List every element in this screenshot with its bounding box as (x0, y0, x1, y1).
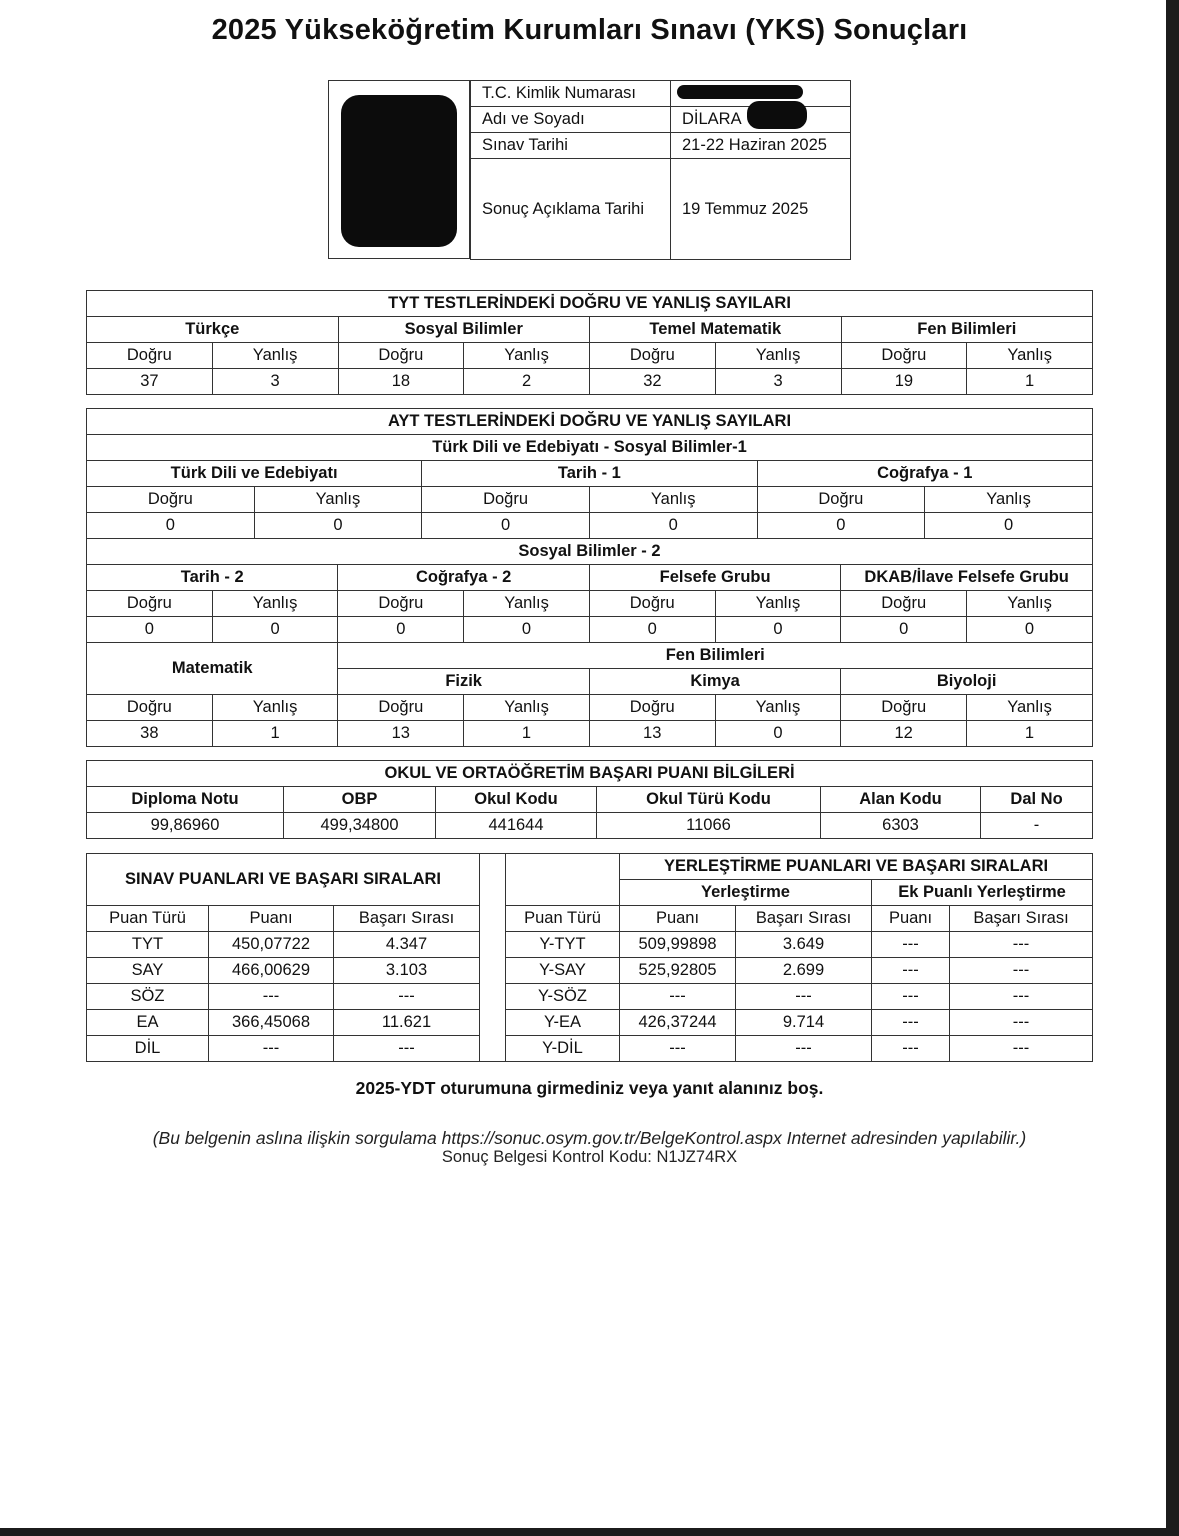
ayt-subject-cografya1: Coğrafya - 1 (757, 461, 1092, 487)
table-cell: TYT (87, 932, 209, 958)
name-value: DİLARA (671, 107, 851, 133)
table-cell: --- (950, 984, 1093, 1010)
table-cell: SÖZ (87, 984, 209, 1010)
ayt-heading: AYT TESTLERİNDEKİ DOĞRU VE YANLIŞ SAYILARI (87, 409, 1093, 435)
table-cell: 1 (967, 369, 1093, 395)
tyt-subject-matematik: Temel Matematik (590, 317, 842, 343)
col-header: Doğru (841, 343, 967, 369)
table-cell: --- (334, 984, 480, 1010)
col-header: Yanlış (589, 487, 757, 513)
scores-table (86, 853, 1093, 1062)
table-cell: DİL (87, 1036, 209, 1062)
col-header: Yanlış (464, 695, 590, 721)
col-header: Yanlış (715, 591, 841, 617)
col-header: Puanı (209, 906, 334, 932)
col-header: Dal No (981, 787, 1093, 813)
ayt-group1-title: Türk Dili ve Edebiyatı - Sosyal Bilimler-1 (87, 435, 1093, 461)
table-cell: --- (334, 1036, 480, 1062)
col-header: Doğru (589, 591, 715, 617)
placement-sub-ek-puanli: Ek Puanlı Yerleştirme (872, 880, 1093, 906)
table-cell: --- (620, 1036, 736, 1062)
table-cell: 441644 (436, 813, 597, 839)
table-cell: --- (209, 1036, 334, 1062)
table-cell: 4.347 (334, 932, 480, 958)
table-cell: --- (872, 1036, 950, 1062)
col-header: Yanlış (967, 695, 1093, 721)
table-cell: --- (950, 958, 1093, 984)
col-header: Doğru (338, 591, 464, 617)
ayt-subject-cografya2: Coğrafya - 2 (338, 565, 589, 591)
exam-date-label: Sınav Tarihi (471, 133, 671, 159)
table-cell: 366,45068 (209, 1010, 334, 1036)
col-header: Doğru (841, 591, 967, 617)
table-cell: 6303 (821, 813, 981, 839)
empty-cell (506, 854, 620, 906)
col-header: Yanlış (212, 695, 338, 721)
col-header: Doğru (87, 695, 213, 721)
table-cell: 3 (715, 369, 841, 395)
redaction-mark (341, 95, 457, 247)
scores-heading: SINAV PUANLARI VE BAŞARI SIRALARI (87, 854, 480, 906)
id-number-label: T.C. Kimlik Numarası (471, 81, 671, 107)
col-header: Yanlış (967, 591, 1093, 617)
col-header: Yanlış (212, 343, 338, 369)
table-cell: --- (872, 984, 950, 1010)
table-cell: 0 (87, 513, 255, 539)
col-header: Okul Kodu (436, 787, 597, 813)
table-cell: 1 (967, 721, 1093, 747)
result-date-value: 19 Temmuz 2025 (671, 159, 851, 260)
table-cell: SAY (87, 958, 209, 984)
table-cell: 0 (338, 617, 464, 643)
col-header: Diploma Notu (87, 787, 284, 813)
table-cell: Y-SAY (506, 958, 620, 984)
result-date-label: Sonuç Açıklama Tarihi (471, 159, 671, 260)
col-header: Başarı Sırası (334, 906, 480, 932)
col-header: Alan Kodu (821, 787, 981, 813)
table-cell: 0 (87, 617, 213, 643)
table-cell: --- (620, 984, 736, 1010)
table-cell: 0 (212, 617, 338, 643)
col-header: Okul Türü Kodu (597, 787, 821, 813)
exam-date-value: 21-22 Haziran 2025 (671, 133, 851, 159)
col-header: Doğru (338, 343, 464, 369)
ayt-subject-fizik: Fizik (338, 669, 589, 695)
col-header: Yanlış (967, 343, 1093, 369)
table-separator (480, 854, 506, 1062)
col-header: Yanlış (925, 487, 1093, 513)
table-cell: 0 (715, 721, 841, 747)
col-header: Doğru (87, 487, 255, 513)
table-cell: 11066 (597, 813, 821, 839)
table-cell: --- (950, 1036, 1093, 1062)
ayt-table (86, 408, 1093, 747)
table-cell: 509,99898 (620, 932, 736, 958)
table-cell: --- (950, 1010, 1093, 1036)
table-cell: --- (872, 958, 950, 984)
table-cell: 3 (212, 369, 338, 395)
control-code: Sonuç Belgesi Kontrol Kodu: N1JZ74RX (441, 1148, 738, 1166)
table-cell: 0 (967, 617, 1093, 643)
table-cell: 1 (212, 721, 338, 747)
col-header: OBP (284, 787, 436, 813)
table-cell: 18 (338, 369, 464, 395)
table-cell: 499,34800 (284, 813, 436, 839)
ydt-note: 2025-YDT oturumuna girmediniz veya yanıt alanınız boş. (355, 1078, 824, 1098)
col-header: Doğru (87, 591, 213, 617)
table-cell: 37 (87, 369, 213, 395)
table-cell: --- (950, 932, 1093, 958)
col-header: Başarı Sırası (950, 906, 1093, 932)
tyt-heading: TYT TESTLERİNDEKİ DOĞRU VE YANLIŞ SAYILARI (87, 291, 1093, 317)
page-title: 2025 Yükseköğretim Kurumları Sınavı (YKS) Sonuçları (211, 14, 968, 46)
table-cell: 0 (254, 513, 422, 539)
table-cell: Y-SÖZ (506, 984, 620, 1010)
table-cell: Y-TYT (506, 932, 620, 958)
table-cell: --- (872, 1010, 950, 1036)
ayt-subject-dkab: DKAB/İlave Felsefe Grubu (841, 565, 1093, 591)
placement-sub-yerlestirme: Yerleştirme (620, 880, 872, 906)
table-cell: 0 (464, 617, 590, 643)
table-cell: 0 (925, 513, 1093, 539)
table-cell: 3.649 (736, 932, 872, 958)
table-cell: --- (209, 984, 334, 1010)
redaction-mark (677, 85, 803, 99)
table-cell: 466,00629 (209, 958, 334, 984)
table-cell: --- (872, 932, 950, 958)
table-cell: 1 (464, 721, 590, 747)
table-cell: 11.621 (334, 1010, 480, 1036)
ayt-subject-matematik: Matematik (87, 643, 338, 695)
col-header: Yanlış (212, 591, 338, 617)
table-cell: - (981, 813, 1093, 839)
ayt-subject-tarih2: Tarih - 2 (87, 565, 338, 591)
tyt-subject-fen: Fen Bilimleri (841, 317, 1093, 343)
col-header: Doğru (422, 487, 590, 513)
table-cell: 0 (589, 513, 757, 539)
ayt-subject-kimya: Kimya (589, 669, 840, 695)
col-header: Puan Türü (506, 906, 620, 932)
table-cell: 0 (589, 617, 715, 643)
ayt-subject-felsefe: Felsefe Grubu (589, 565, 840, 591)
ayt-subject-biyoloji: Biyoloji (841, 669, 1093, 695)
table-cell: 0 (757, 513, 925, 539)
verify-note: (Bu belgenin aslına ilişkin sorgulama https://sonuc.osym.gov.tr/BelgeKontrol.aspx Internet adresinden yapılabilir.) (152, 1128, 1027, 1148)
col-header: Yanlış (254, 487, 422, 513)
col-header: Doğru (87, 343, 213, 369)
table-cell: Y-DİL (506, 1036, 620, 1062)
ayt-group2-title: Sosyal Bilimler - 2 (87, 539, 1093, 565)
table-cell: 99,86960 (87, 813, 284, 839)
col-header: Doğru (590, 343, 716, 369)
candidate-photo (328, 80, 470, 259)
col-header: Yanlış (464, 343, 590, 369)
obp-heading: OKUL VE ORTAÖĞRETİM BAŞARI PUANI BİLGİLERİ (87, 761, 1093, 787)
col-header: Başarı Sırası (736, 906, 872, 932)
col-header: Puanı (620, 906, 736, 932)
table-cell: 38 (87, 721, 213, 747)
table-cell: --- (736, 1036, 872, 1062)
placement-heading: YERLEŞTİRME PUANLARI VE BAŞARI SIRALARI (620, 854, 1093, 880)
col-header: Doğru (757, 487, 925, 513)
table-cell: --- (736, 984, 872, 1010)
table-cell: Y-EA (506, 1010, 620, 1036)
table-cell: EA (87, 1010, 209, 1036)
table-cell: 0 (715, 617, 841, 643)
col-header: Doğru (841, 695, 967, 721)
redaction-mark (747, 101, 807, 129)
table-cell: 426,37244 (620, 1010, 736, 1036)
col-header: Doğru (338, 695, 464, 721)
table-cell: 12 (841, 721, 967, 747)
candidate-info-table (470, 80, 851, 260)
ayt-science-title: Fen Bilimleri (338, 643, 1093, 669)
table-cell: 0 (422, 513, 590, 539)
table-cell: 32 (590, 369, 716, 395)
table-cell: 450,07722 (209, 932, 334, 958)
table-cell: 13 (589, 721, 715, 747)
table-cell: 3.103 (334, 958, 480, 984)
ayt-subject-tarih1: Tarih - 1 (422, 461, 757, 487)
col-header: Puanı (872, 906, 950, 932)
table-cell: 19 (841, 369, 967, 395)
table-cell: 2 (464, 369, 590, 395)
col-header: Yanlış (715, 695, 841, 721)
col-header: Yanlış (464, 591, 590, 617)
col-header: Yanlış (715, 343, 841, 369)
name-label: Adı ve Soyadı (471, 107, 671, 133)
table-cell: 2.699 (736, 958, 872, 984)
col-header: Doğru (589, 695, 715, 721)
table-cell: 13 (338, 721, 464, 747)
ayt-subject-edebiyat: Türk Dili ve Edebiyatı (87, 461, 422, 487)
table-cell: 0 (841, 617, 967, 643)
tyt-subject-turkce: Türkçe (87, 317, 339, 343)
tyt-table (86, 290, 1093, 395)
tyt-subject-sosyal: Sosyal Bilimler (338, 317, 590, 343)
table-cell: 9.714 (736, 1010, 872, 1036)
obp-table (86, 760, 1093, 839)
col-header: Puan Türü (87, 906, 209, 932)
table-cell: 525,92805 (620, 958, 736, 984)
